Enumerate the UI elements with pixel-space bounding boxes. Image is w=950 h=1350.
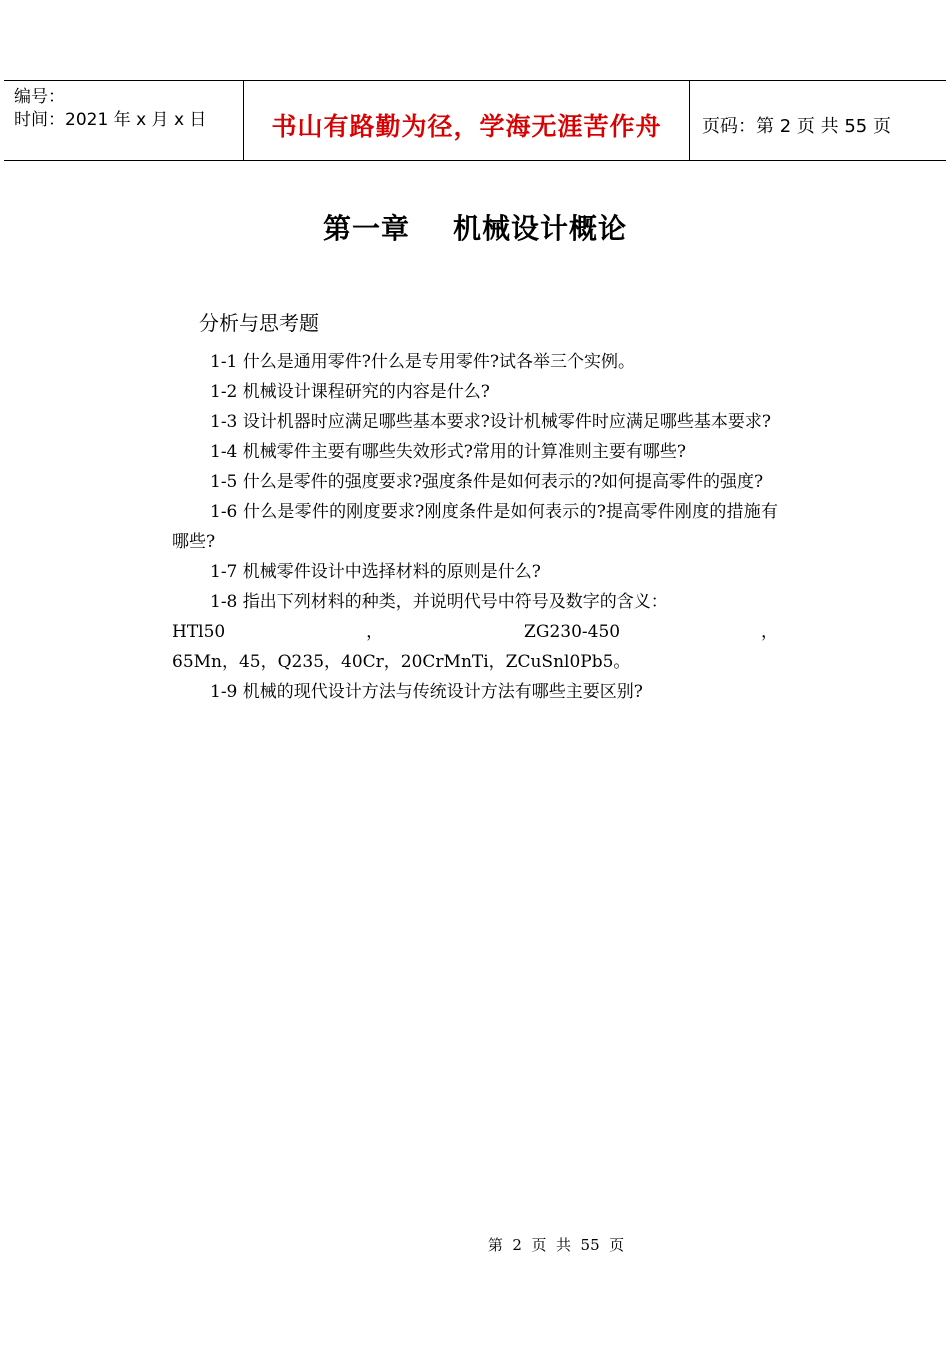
material-separator: ， xyxy=(366,622,384,642)
question-item: 1-9 机械的现代设计方法与传统设计方法有哪些主要区别? xyxy=(210,682,643,702)
material-code: HTl50 xyxy=(172,622,226,642)
question-item: 1-6 什么是零件的刚度要求?刚度条件是如何表示的?提高零件刚度的措施有哪些? xyxy=(172,502,778,552)
question-item: 1-1 什么是通用零件?什么是专用零件?试各举三个实例。 xyxy=(210,352,636,372)
question-item: 1-5 什么是零件的强度要求?强度条件是如何表示的?如何提高零件的强度? xyxy=(210,472,764,492)
materials-rest: 65Mn，45，Q235，40Cr，20CrMnTi，ZCuSnl0Pb5。 xyxy=(172,652,631,672)
materials-line xyxy=(172,617,778,647)
section-subtitle: 分析与思考题 xyxy=(199,311,319,335)
time-label: 时间：2021 年 x 月 x 日 xyxy=(14,110,207,130)
material-code: ZG230-450 xyxy=(524,622,621,642)
motto: 书山有路勤为径，学海无涯苦作舟 xyxy=(271,112,662,141)
question-item: 1-8 指出下列材料的种类，并说明代号中符号及数字的含义： xyxy=(210,592,668,612)
question-item: 1-4 机械零件主要有哪些失效形式?常用的计算准则主要有哪些? xyxy=(210,442,687,462)
page-footer: 第 2 页 共 55 页 xyxy=(487,1236,625,1254)
question-item: 1-7 机械零件设计中选择材料的原则是什么? xyxy=(210,562,541,582)
header-middle-cell xyxy=(244,81,690,160)
question-list xyxy=(172,347,778,707)
chapter-title: 第一章 机械设计概论 xyxy=(323,212,627,245)
header-left-cell xyxy=(4,81,244,160)
serial-label: 编号： xyxy=(14,87,65,107)
page-info: 页码：第 2 页 共 55 页 xyxy=(702,116,891,137)
question-item: 1-3 设计机器时应满足哪些基本要求?设计机械零件时应满足哪些基本要求? xyxy=(210,412,772,432)
question-item: 1-2 机械设计课程研究的内容是什么? xyxy=(210,382,490,402)
page-header xyxy=(4,80,946,161)
header-right-cell xyxy=(690,81,946,160)
material-separator: ， xyxy=(761,622,778,642)
